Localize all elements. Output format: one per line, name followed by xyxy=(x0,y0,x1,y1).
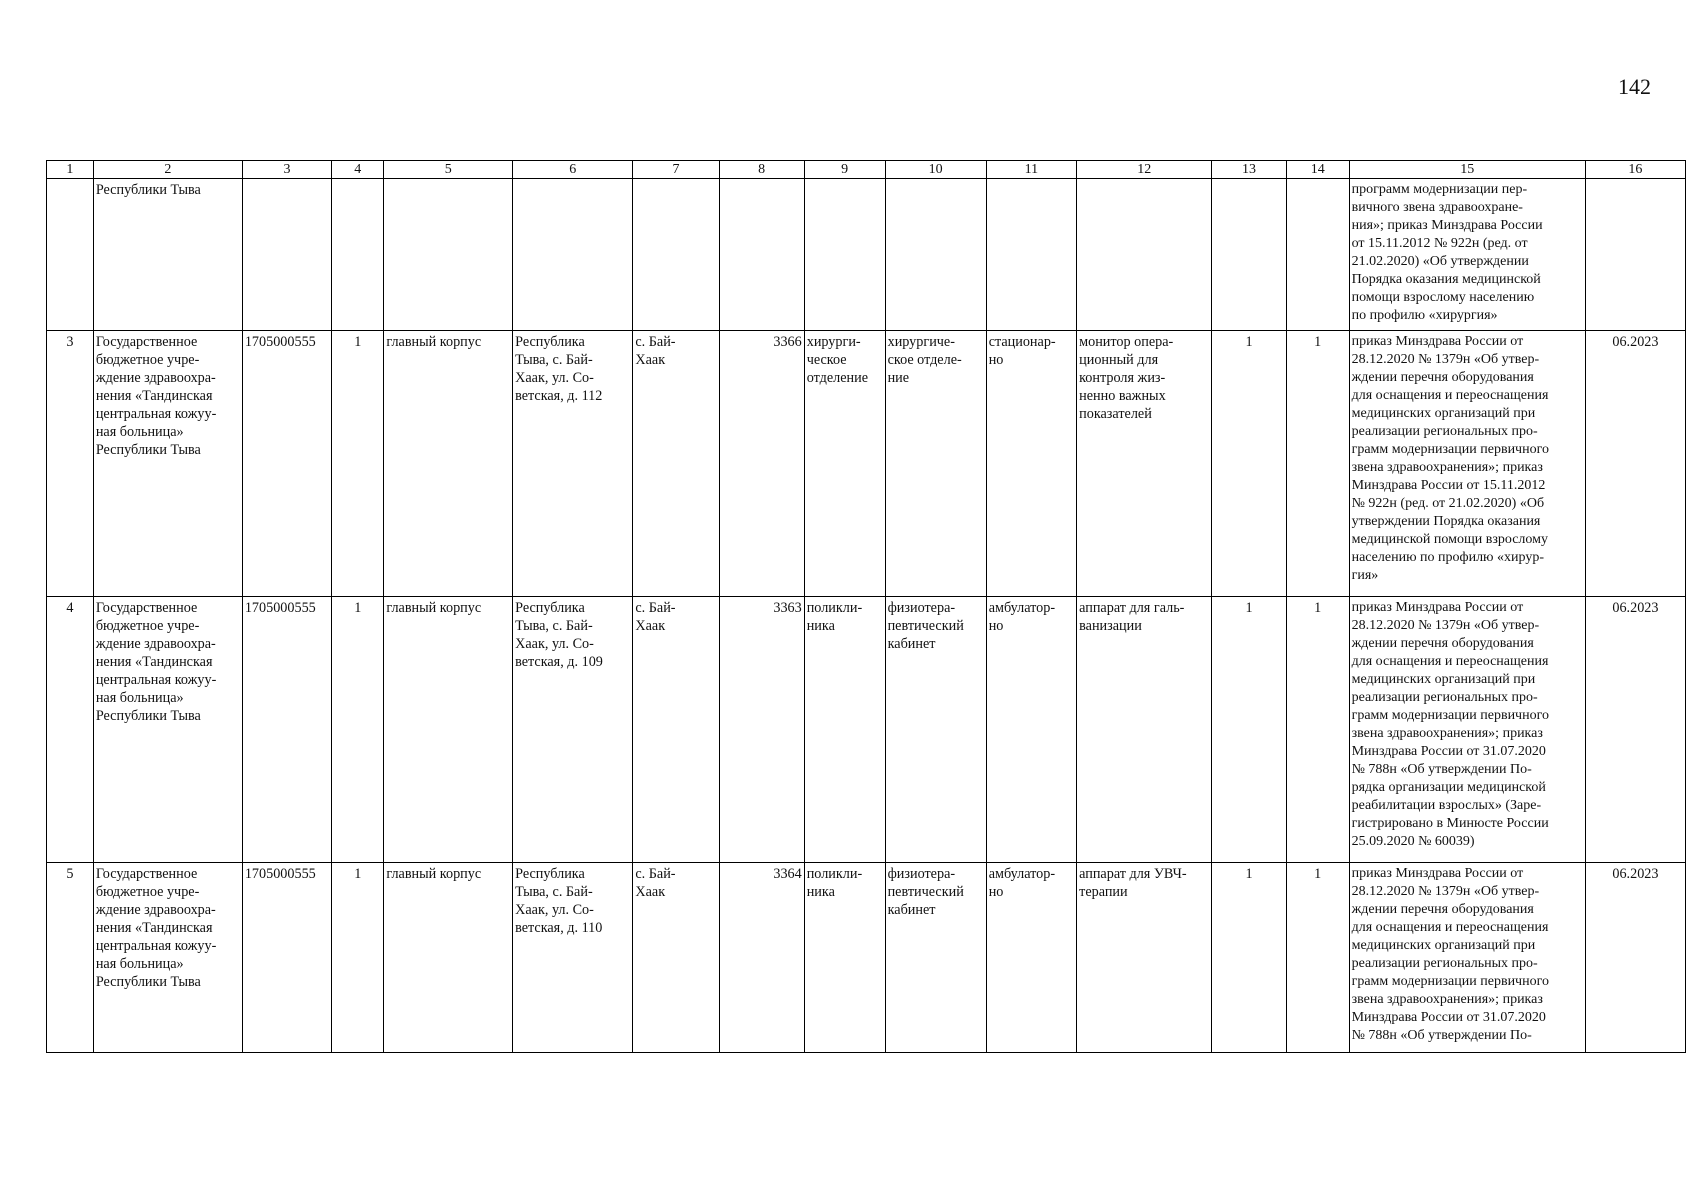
column-number-row xyxy=(47,161,1686,179)
col14-cell: 1 xyxy=(1286,863,1349,1053)
settlement-cell: с. Бай- Хаак xyxy=(633,863,719,1053)
column-header: 1 xyxy=(47,161,94,179)
org-name-cell: Государственное бюджетное учре- ждение здравоохра- нения «Тандинская центральная кожуу- ная больница» Республики Тыва xyxy=(93,331,242,597)
address-cell: Республика Тыва, с. Бай- Хаак, ул. Со- ветская, д. 109 xyxy=(513,597,633,863)
row-number-cell: 4 xyxy=(47,597,94,863)
column-header: 3 xyxy=(242,161,331,179)
row-number-cell: 3 xyxy=(47,331,94,597)
column-header: 10 xyxy=(885,161,986,179)
column-header: 15 xyxy=(1349,161,1585,179)
unit-cell: физиотера- певтический кабинет xyxy=(885,863,986,1053)
column-header: 16 xyxy=(1585,161,1685,179)
col13-cell: 1 xyxy=(1212,331,1287,597)
unit-cell: хирургиче- ское отделе- ние xyxy=(885,331,986,597)
settlement-cell: с. Бай- Хаак xyxy=(633,597,719,863)
column-header: 12 xyxy=(1077,161,1212,179)
col14-cell: 1 xyxy=(1286,597,1349,863)
care-mode-cell: амбулатор- но xyxy=(986,597,1076,863)
address-cell: Республика Тыва, с. Бай- Хаак, ул. Со- ветская, д. 110 xyxy=(513,863,633,1053)
department-cell: поликли- ника xyxy=(804,597,885,863)
care-mode-cell: стационар- но xyxy=(986,331,1076,597)
org-code-cell: 1705000555 xyxy=(242,597,331,863)
equipment-cell: аппарат для галь- ванизации xyxy=(1077,597,1212,863)
page-number: 142 xyxy=(1618,74,1651,99)
col8-cell: 3366 xyxy=(719,331,804,597)
table-row xyxy=(47,331,1686,597)
date-cell: 06.2023 xyxy=(1585,331,1685,597)
column-header: 2 xyxy=(93,161,242,179)
department-cell: поликли- ника xyxy=(804,863,885,1053)
basis-cell: приказ Минздрава России от 28.12.2020 № 1379н «Об утвер- ждении перечня оборудования для оснащения и переоснащения медицинских организаций при реализации региональных про- грамм модернизации первичного звена здравоохранения»; приказ Минздрава России от 15.11.2012 № 922н (ред. от 21.02.2020) «Об утверждении Порядка оказания медицинской помощи взрослому населению по профилю «хирур- гия» xyxy=(1349,331,1585,597)
column-header: 11 xyxy=(986,161,1076,179)
basis-cell: приказ Минздрава России от 28.12.2020 № 1379н «Об утвер- ждении перечня оборудования для оснащения и переоснащения медицинских организаций при реализации региональных про- грамм модернизации первичного звена здравоохранения»; приказ Минздрава России от 31.07.2020 № 788н «Об утверждении По- xyxy=(1349,863,1585,1053)
org-code-cell: 1705000555 xyxy=(242,331,331,597)
column-header: 8 xyxy=(719,161,804,179)
table-row-continuation xyxy=(47,179,1686,331)
equipment-table xyxy=(46,160,1686,1053)
column-header: 6 xyxy=(513,161,633,179)
col8-cell: 3364 xyxy=(719,863,804,1053)
col13-cell: 1 xyxy=(1212,597,1287,863)
col4-cell: 1 xyxy=(332,331,384,597)
equipment-cell: аппарат для УВЧ- терапии xyxy=(1077,863,1212,1053)
col13-cell: 1 xyxy=(1212,863,1287,1053)
column-header: 13 xyxy=(1212,161,1287,179)
basis-cell: приказ Минздрава России от 28.12.2020 № 1379н «Об утвер- ждении перечня оборудования для оснащения и переоснащения медицинских организаций при реализации региональных про- грамм модернизации первичного звена здравоохранения»; приказ Минздрава России от 31.07.2020 № 788н «Об утверждении По- рядка организации медицинской реабилитации взрослых» (Заре- гистрировано в Минюсте России 25.09.2020 № 60039) xyxy=(1349,597,1585,863)
col4-cell: 1 xyxy=(332,597,384,863)
equipment-cell: монитор опера- ционный для контроля жиз- ненно важных показателей xyxy=(1077,331,1212,597)
date-cell: 06.2023 xyxy=(1585,597,1685,863)
care-mode-cell: амбулатор- но xyxy=(986,863,1076,1053)
basis-cell: программ модернизации пер- вичного звена здравоохране- ния»; приказ Минздрава России от 15.11.2012 № 922н (ред. от 21.02.2020) «Об утверждении Порядка оказания медицинской помощи взрослому населению по профилю «хирургия» xyxy=(1349,179,1585,331)
col14-cell: 1 xyxy=(1286,331,1349,597)
col8-cell: 3363 xyxy=(719,597,804,863)
table-row xyxy=(47,863,1686,1053)
date-cell: 06.2023 xyxy=(1585,863,1685,1053)
column-header: 7 xyxy=(633,161,719,179)
building-cell: главный корпус xyxy=(384,863,513,1053)
org-code-cell: 1705000555 xyxy=(242,863,331,1053)
building-cell: главный корпус xyxy=(384,597,513,863)
col4-cell: 1 xyxy=(332,863,384,1053)
org-name-cell: Государственное бюджетное учре- ждение здравоохра- нения «Тандинская центральная кожуу- ная больница» Республики Тыва xyxy=(93,863,242,1053)
building-cell: главный корпус xyxy=(384,331,513,597)
unit-cell: физиотера- певтический кабинет xyxy=(885,597,986,863)
department-cell: хирурги- ческое отделение xyxy=(804,331,885,597)
column-header: 4 xyxy=(332,161,384,179)
address-cell: Республика Тыва, с. Бай- Хаак, ул. Со- ветская, д. 112 xyxy=(513,331,633,597)
org-name-cell: Государственное бюджетное учре- ждение здравоохра- нения «Тандинская центральная кожуу- ная больница» Республики Тыва xyxy=(93,597,242,863)
org-name-cell: Республики Тыва xyxy=(93,179,242,331)
row-number-cell: 5 xyxy=(47,863,94,1053)
column-header: 14 xyxy=(1286,161,1349,179)
table-row xyxy=(47,597,1686,863)
column-header: 5 xyxy=(384,161,513,179)
settlement-cell: с. Бай- Хаак xyxy=(633,331,719,597)
column-header: 9 xyxy=(804,161,885,179)
